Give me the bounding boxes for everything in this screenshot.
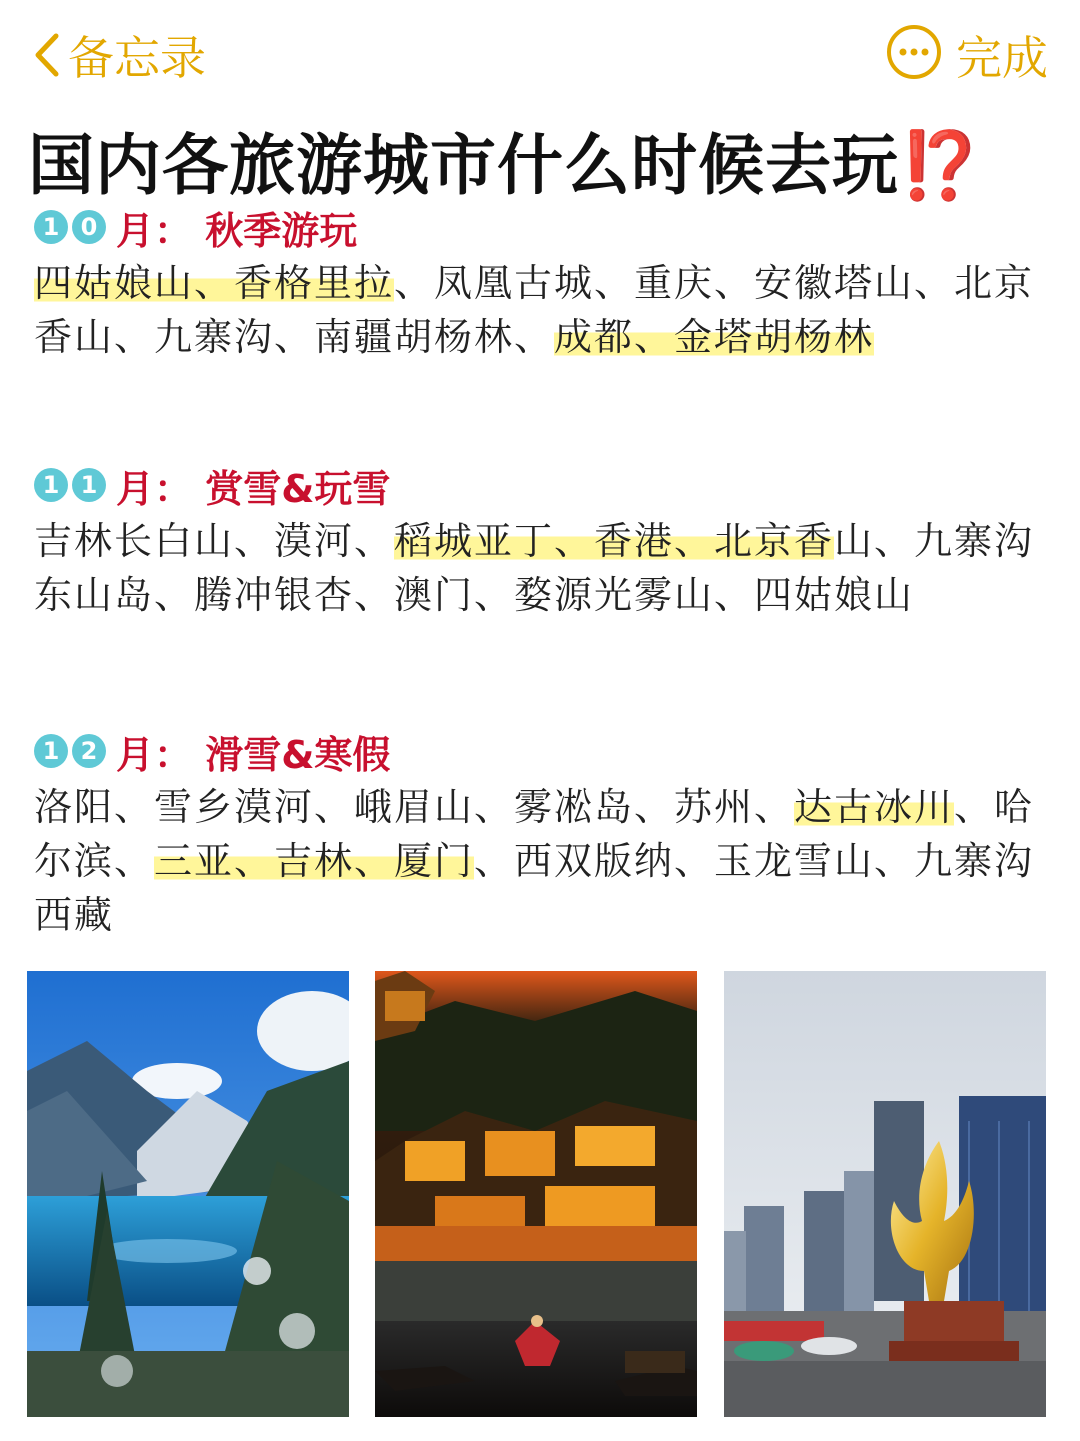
section-body[interactable]: [34, 780, 1054, 942]
section-body[interactable]: [34, 256, 1054, 364]
title-text: 国内各旅游城市什么时候去玩: [28, 127, 899, 204]
highlighted-text: 成都、金塔胡杨林: [554, 315, 875, 359]
section-november: [34, 460, 1054, 622]
note-title: [28, 112, 982, 207]
highlighted-text: 稻城亚丁、香港、北京香: [394, 519, 835, 563]
mountain-lake-photo[interactable]: [27, 971, 349, 1417]
keycap-digit: 2: [72, 734, 106, 768]
section-body[interactable]: [34, 514, 1054, 622]
section-heading-text: 月： 秋季游玩: [116, 208, 358, 253]
highlighted-text: 达古冰川: [794, 785, 955, 829]
keycap-digit: 1: [72, 468, 106, 502]
done-button[interactable]: 完成: [956, 31, 1048, 85]
section-heading: [34, 460, 1054, 510]
plain-text: 洛阳、雪乡漠河、峨眉山、雾凇岛、苏州、: [34, 785, 795, 829]
highlighted-text: 四姑娘山、香格里拉: [34, 261, 395, 305]
keycap-digit: 1: [34, 210, 68, 244]
section-heading-text: 月： 赏雪&玩雪: [116, 466, 391, 511]
plain-text: 山、九寨沟东山岛、腾冲银杏、澳门、婺源光雾山、四姑娘山: [34, 519, 1035, 617]
keycap-digit: 0: [72, 210, 106, 244]
keycap-digit: 1: [34, 468, 68, 502]
section-heading: [34, 202, 1054, 252]
top-bar: [0, 0, 1080, 100]
plain-text: 、哈尔滨、: [34, 785, 1035, 883]
more-options-icon[interactable]: [886, 24, 942, 80]
back-label: 备忘录: [68, 31, 206, 85]
ancient-town-night-image: [375, 971, 697, 1417]
golden-bauhinia-image: [724, 971, 1046, 1417]
keycap-digit: 1: [34, 734, 68, 768]
back-button[interactable]: [30, 22, 206, 88]
section-december: [34, 726, 1054, 942]
ancient-town-night-photo[interactable]: [375, 971, 697, 1417]
chevron-left-icon: [30, 30, 64, 80]
section-heading: [34, 726, 1054, 776]
plain-text: 、凤凰古城、重庆、安徽塔山、北京香山、九寨沟、南疆胡杨林、: [34, 261, 1035, 359]
section-october: [34, 202, 1054, 364]
golden-bauhinia-photo[interactable]: [724, 971, 1046, 1417]
highlighted-text: 三亚、吉林、厦门: [154, 839, 475, 883]
plain-text: 、西双版纳、玉龙雪山、九寨沟西藏: [34, 839, 1035, 937]
section-heading-text: 月： 滑雪&寒假: [116, 732, 391, 777]
interrobang-emoji: ⁉️: [899, 127, 983, 204]
plain-text: 吉林长白山、漠河、: [34, 519, 395, 563]
mountain-lake-image: [27, 971, 349, 1417]
